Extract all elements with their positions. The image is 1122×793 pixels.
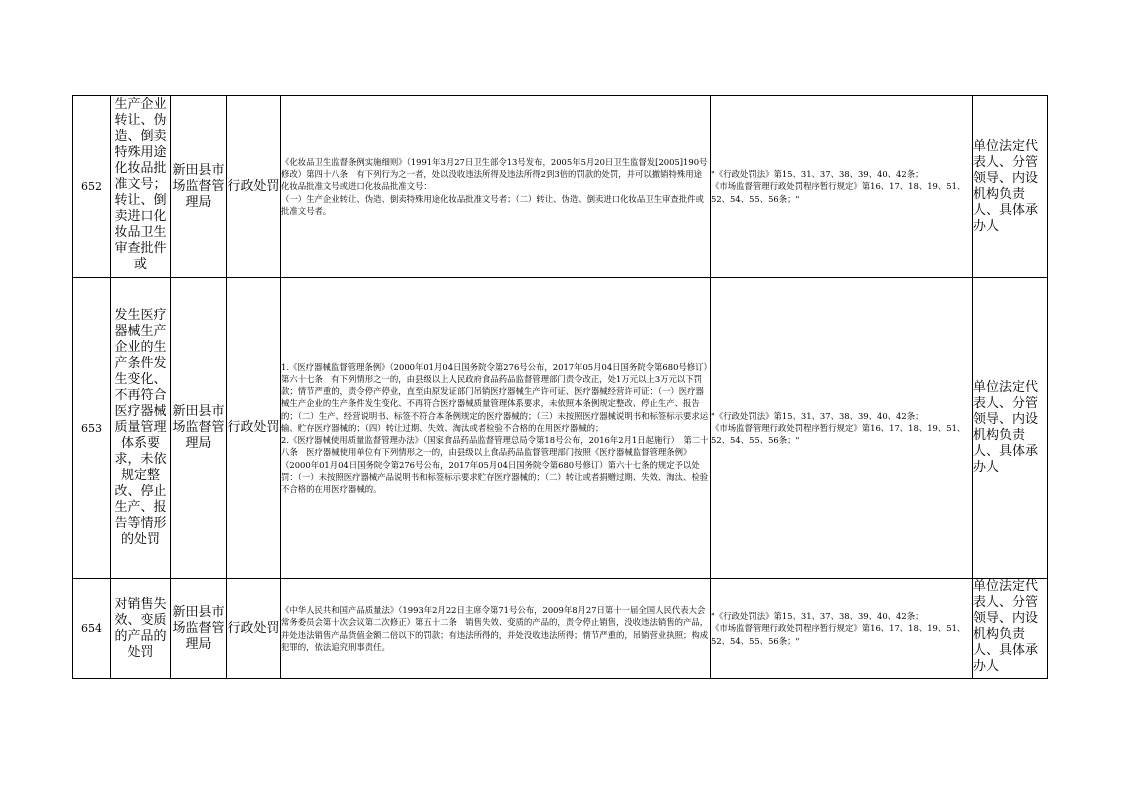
table-row [73,579,1048,679]
legal-basis: 1.《医疗器械监督管理条例》（2000年01月04日国务院令第276号公布，2017年05月04日国务院令第680号修订）第六十七条 有下列情形之一的，由县级以上人民政府食品药品监督管理部门责令改正，处1万元以上3万元以下罚款；情节严重的，责令停产停业，直至由原发证部门吊销医疗器械生产许可证、医疗器械经营许可证：（一）医疗器械生产企业的生产条件发生变化、不再符合医疗器械质量管理体系要求，未依照本条例规定整改、停止生产、报告的；（二）生产、经营说明书、标签不符合本条例规定的医疗器械的；（三）未按照医疗器械说明书和标签标示要求运输、贮存医疗器械的；（四）转让过期、失效、淘汰或者检验不合格的在用医疗器械的； 2.《医疗器械使用质量监督管理办法》（国家食品药品监督管理总局令第18号公布，2016年2月1日起施行） 第二十八条 医疗器械使用单位有下列情形之一的，由县级以上食品药品监督管理部门按照《医疗器械监督管理条例》（2000年01月04日国务院令第276号公布，2017年05月04日国务院令第680号修订）第六十七条的规定予以处罚：（一）未按照医疗器械产品说明书和标签标示要求贮存医疗器械的；（二）转让或者捐赠过期、失效、淘汰、检验不合格的在用医疗器械的。 [281,278,711,579]
penalty-table [72,95,1048,679]
department: 新田县市场监督管理局 [171,96,227,278]
row-number: 654 [73,579,111,679]
procedure-basis: "《行政处罚法》第15、31、37、38、39、40、42条； 《市场监督管理行政处罚程序暂行规定》第16、17、18、19、51、52、54、55、56条；" [711,278,973,579]
row-number: 653 [73,278,111,579]
row-number: 652 [73,96,111,278]
department: 新田县市场监督管理局 [171,579,227,679]
item-name: 发生医疗器械生产企业的生产条件发生变化、不再符合医疗器械质量管理体系要求，未依规定整改、停止生产、报告等情形的处罚 [111,278,171,579]
procedure-basis: "《行政处罚法》第15、31、37、38、39、40、42条； 《市场监督管理行政处罚程序暂行规定》第16、17、18、19、51、52、54、55、56条；" [711,579,973,679]
legal-basis: 《中华人民共和国产品质量法》（1993年2月22日主席令第71号公布，2009年8月27日第十一届全国人民代表大会常务委员会第十次会议第二次修正）第五十二条 销售失效、变质的产品的，责令停止销售，没收违法销售的产品，并处违法销售产品货值金额二倍以下的罚款；有违法所得的，并处没收违法所得；情节严重的，吊销营业执照；构成犯罪的，依法追究刑事责任。 [281,579,711,679]
department: 新田县市场监督管理局 [171,278,227,579]
item-name: 生产企业转让、伪造、倒卖特殊用途化妆品批准文号；转让、倒卖进口化妆品卫生审查批件或 [111,96,171,278]
responsible-party: 单位法定代表人、分管领导、内设机构负责人、具体承办人 [973,96,1048,278]
procedure-basis: "《行政处罚法》第15、31、37、38、39、40、42条； 《市场监督管理行政处罚程序暂行规定》第16、17、18、19、51、52、54、55、56条；" [711,96,973,278]
legal-basis: 《化妆品卫生监督条例实施细则》（1991年3月27日卫生部令13号发布，2005年5月20日卫生监督发[2005]190号修改）第四十八条 有下列行为之一者，处以没收违法所得及违法所得2到3倍的罚款的处罚，并可以撤销特殊用途化妆品批准文号或进口化妆品批准文号： （一）生产企业转让、伪造、倒卖特殊用途化妆品批准文号者；（二）转让、伪造、倒卖进口化妆品卫生审查批件或批准文号者。 [281,96,711,278]
table-row [73,278,1048,579]
responsible-party: 单位法定代表人、分管领导、内设机构负责人、具体承办人 [973,278,1048,579]
table-row [73,96,1048,278]
action-type: 行政处罚 [227,579,281,679]
item-name: 对销售失效、变质的产品的处罚 [111,579,171,679]
responsible-party: 单位法定代表人、分管领导、内设机构负责人、具体承办人 [973,579,1048,679]
action-type: 行政处罚 [227,278,281,579]
action-type: 行政处罚 [227,96,281,278]
